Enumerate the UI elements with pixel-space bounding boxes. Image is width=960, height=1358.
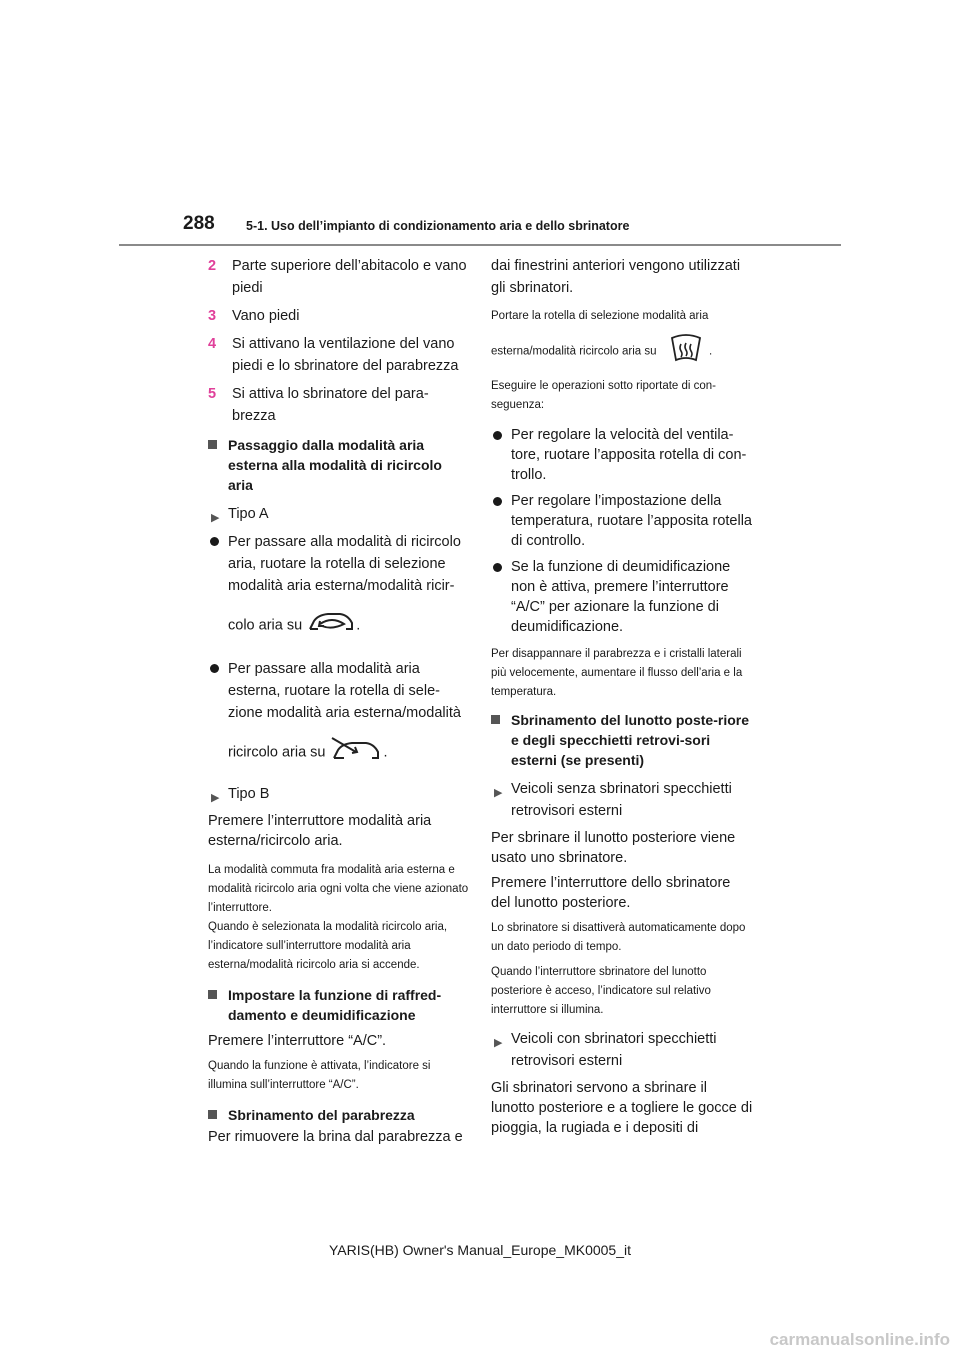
heading-text: Sbrinamento del lunotto poste-riore e degli specchietti retrovi-sori esterni (se presenti) bbox=[511, 712, 750, 768]
paragraph: Per rimuovere la brina dal parabrezza e bbox=[208, 1129, 463, 1145]
bullet-item bbox=[208, 658, 470, 771]
note-tail: esterna/modalità ricircolo aria su bbox=[491, 345, 657, 358]
square-bullet-icon bbox=[208, 440, 217, 449]
bullet-text: Per passare alla modalità aria esterna, ruotare la rotella di sele-zione modalità aria esterna/modalità bbox=[228, 661, 461, 721]
subheading bbox=[208, 783, 470, 805]
triangle-bullet-icon: ▶ bbox=[494, 787, 503, 799]
chapter-title: 5-1. Uso dell’impianto di condizionamento aria e dello sbrinatore bbox=[246, 219, 630, 233]
bullet-item bbox=[491, 557, 753, 637]
page-number: 288 bbox=[183, 213, 215, 234]
paragraph: dai finestrini anteriori vengono utilizzati gli sbrinatori. bbox=[491, 258, 741, 296]
note: Quando l’interruttore sbrinatore del lunotto posteriore è acceso, l’indicatore sul relativo interruttore si illumina. bbox=[491, 966, 711, 1016]
paragraph: Gli sbrinatori servono a sbrinare il lunotto posteriore e a togliere le gocce di pioggia, la rugiada e i depositi di bbox=[491, 1080, 753, 1136]
triangle-bullet-icon: ▶ bbox=[211, 792, 220, 804]
note: La modalità commuta fra modalità aria esterna e modalità ricircolo aria ogni volta che viene azionato l’interruttore. bbox=[208, 864, 469, 914]
bullet-text-tail: colo aria su bbox=[228, 617, 303, 634]
item-text: Vano piedi bbox=[232, 308, 300, 324]
note bbox=[491, 334, 753, 369]
list-item bbox=[208, 305, 470, 327]
list-item bbox=[208, 383, 470, 427]
period: . bbox=[356, 617, 361, 634]
period: . bbox=[383, 744, 388, 761]
section-heading bbox=[208, 435, 470, 495]
item-number: 5 bbox=[208, 386, 217, 402]
subheading-text: Tipo B bbox=[228, 786, 270, 802]
section-heading bbox=[491, 710, 753, 770]
bullet-dot-icon bbox=[493, 431, 502, 440]
watermark: carmanualsonline.info bbox=[769, 1330, 950, 1349]
item-text: Si attivano la ventilazione del vano piedi e lo sbrinatore del parabrezza bbox=[232, 336, 459, 374]
note: Quando la funzione è attivata, l’indicatore si illumina sull’interruttore “A/C”. bbox=[208, 1060, 431, 1091]
item-number: 4 bbox=[208, 336, 217, 352]
right-column bbox=[491, 255, 753, 1143]
bullet-dot-icon bbox=[493, 497, 502, 506]
subheading bbox=[208, 503, 470, 525]
section-heading bbox=[208, 985, 470, 1025]
note: Portare la rotella di selezione modalità aria bbox=[491, 310, 709, 322]
bullet-text: Se la funzione di deumidificazione non è attiva, premere l’interruttore “A/C” per azionare la funzione di deumidificazione. bbox=[511, 559, 731, 635]
bullet-text: Per regolare l’impostazione della temperatura, ruotare l’apposita rotella di controllo. bbox=[511, 493, 752, 549]
note: Eseguire le operazioni sotto riportate di con-seguenza: bbox=[491, 380, 717, 411]
heading-text: Sbrinamento del parabrezza bbox=[228, 1107, 415, 1123]
paragraph: Premere l’interruttore dello sbrinatore del lunotto posteriore. bbox=[491, 875, 731, 911]
outside-air-icon bbox=[330, 734, 384, 771]
note: Quando è selezionata la modalità ricircolo aria, l’indicatore sull’interruttore modalità aria esterna/modalità ricircolo aria si accende. bbox=[208, 921, 448, 971]
subheading-text: Veicoli con sbrinatori specchietti retrovisori esterni bbox=[511, 1031, 717, 1069]
windshield-defroster-icon bbox=[666, 334, 706, 369]
item-number: 3 bbox=[208, 308, 217, 324]
bullet-text: Per passare alla modalità di ricircolo aria, ruotare la rotella di selezione modalità aria esterna/modalità ricir- bbox=[228, 534, 461, 594]
note: Per disappannare il parabrezza e i cristalli laterali più velocemente, aumentare il flusso dell’aria e la temperatura. bbox=[491, 648, 743, 698]
square-bullet-icon bbox=[208, 990, 217, 999]
heading-text: Passaggio dalla modalità aria esterna alla modalità di ricircolo aria bbox=[228, 437, 442, 493]
header-rule bbox=[119, 244, 841, 246]
triangle-bullet-icon: ▶ bbox=[494, 1037, 503, 1049]
bullet-item bbox=[491, 491, 753, 551]
square-bullet-icon bbox=[491, 715, 500, 724]
paragraph: Premere l’interruttore “A/C”. bbox=[208, 1033, 387, 1049]
item-text: Si attiva lo sbrinatore del para-brezza bbox=[232, 386, 429, 424]
subheading bbox=[491, 778, 753, 822]
item-text: Parte superiore dell’abitacolo e vano piedi bbox=[232, 258, 467, 296]
bullet-item bbox=[208, 531, 470, 644]
square-bullet-icon bbox=[208, 1110, 217, 1119]
section-heading bbox=[208, 1105, 470, 1125]
paragraph: Per sbrinare il lunotto posteriore viene usato uno sbrinatore. bbox=[491, 830, 736, 866]
bullet-text-tail: ricircolo aria su bbox=[228, 744, 326, 761]
note: Lo sbrinatore si disattiverà automaticamente dopo un dato periodo di tempo. bbox=[491, 922, 746, 953]
triangle-bullet-icon: ▶ bbox=[211, 512, 220, 524]
subheading-text: Tipo A bbox=[228, 506, 269, 522]
left-column bbox=[208, 255, 470, 1152]
list-item bbox=[208, 255, 470, 299]
recirculation-air-icon bbox=[306, 607, 356, 644]
period: . bbox=[708, 345, 713, 358]
subheading bbox=[491, 1028, 753, 1072]
footer: YARIS(HB) Owner's Manual_Europe_MK0005_it bbox=[329, 1242, 631, 1258]
bullet-dot-icon bbox=[210, 664, 219, 673]
subheading-text: Veicoli senza sbrinatori specchietti retrovisori esterni bbox=[511, 781, 732, 819]
bullet-dot-icon bbox=[210, 537, 219, 546]
list-item bbox=[208, 333, 470, 377]
heading-text: Impostare la funzione di raffred-damento e deumidificazione bbox=[228, 987, 442, 1023]
bullet-item bbox=[491, 425, 753, 485]
bullet-dot-icon bbox=[493, 563, 502, 572]
item-number: 2 bbox=[208, 258, 217, 274]
bullet-text: Per regolare la velocità del ventila-tore, ruotare l’apposita rotella di con-trollo. bbox=[511, 427, 747, 483]
paragraph: Premere l’interruttore modalità aria esterna/ricircolo aria. bbox=[208, 813, 432, 849]
